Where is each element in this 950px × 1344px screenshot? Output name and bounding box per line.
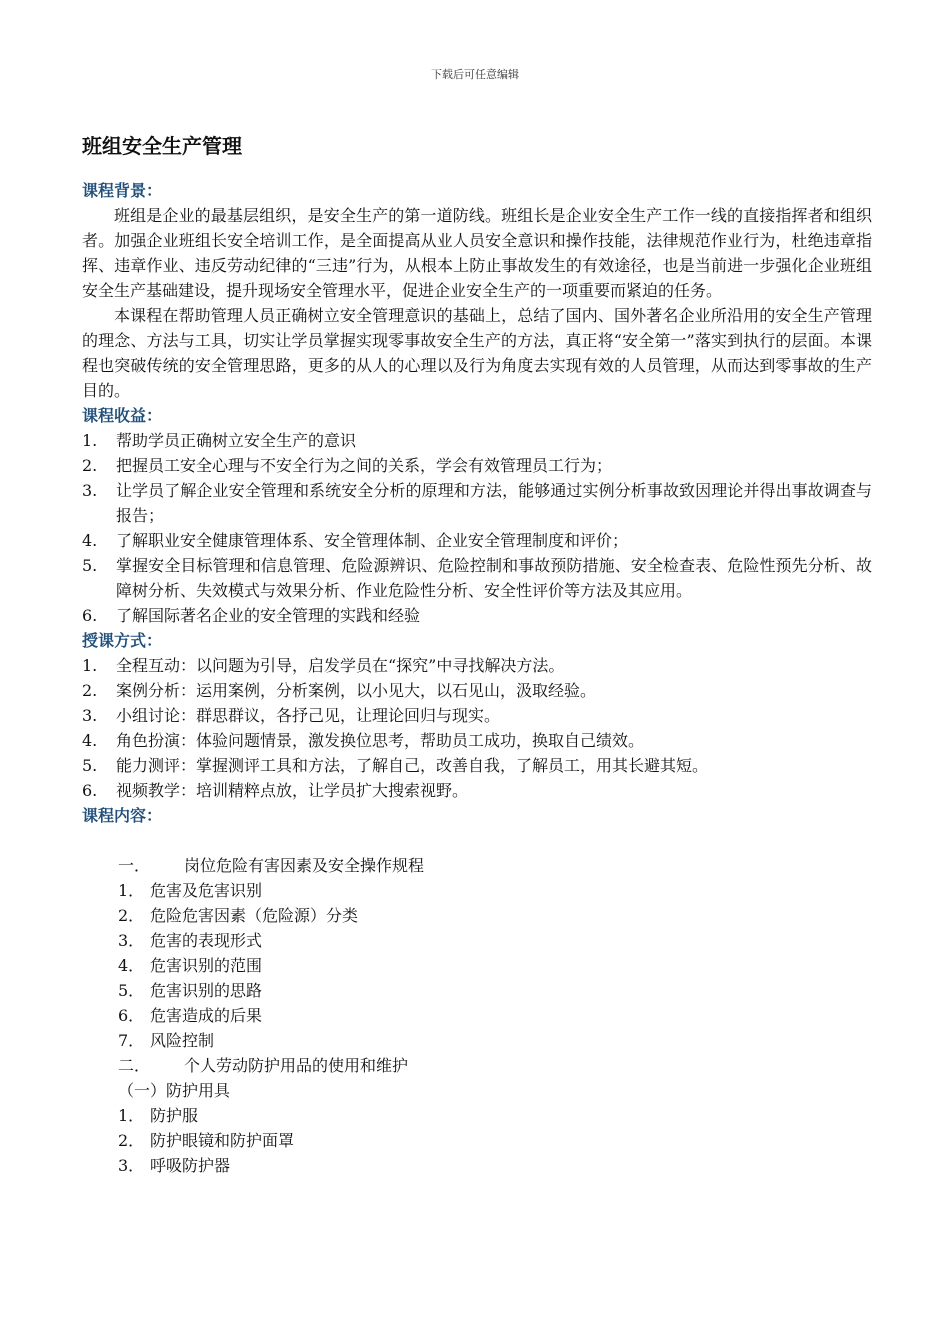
outline-number: 1． [118,1106,145,1125]
list-text: 帮助学员正确树立安全生产的意识 [116,431,357,450]
list-number: 1. [82,431,98,450]
outline-text: 危害识别的思路 [150,981,263,1000]
list-text: 了解国际著名企业的安全管理的实践和经验 [116,606,421,625]
outline-number: 3． [118,1156,145,1175]
outline-item [82,1028,872,1053]
list-text: 能力测评：掌握测评工具和方法，了解自己，改善自我，了解员工，用其长避其短。 [116,756,709,775]
list-number: 6. [82,606,98,625]
section-heading-methods: 授课方式： [82,631,163,650]
header-note: 下载后可任意编辑 [431,68,519,81]
list-item [82,703,872,728]
list-item [82,553,872,603]
list-item [82,678,872,703]
outline-item [82,1003,872,1028]
outline-number: 4． [118,956,145,975]
course-outline [82,853,872,1178]
list-text: 小组讨论：群思群议，各抒己见，让理论回归与现实。 [116,706,501,725]
outline-text: 防护眼镜和防护面罩 [150,1131,295,1150]
page-title: 班组安全生产管理 [82,134,242,158]
list-number: 5. [82,756,98,775]
list-text: 了解职业安全健康管理体系、安全管理体制、企业安全管理制度和评价； [116,531,629,550]
list-item [82,528,872,553]
list-item [82,753,872,778]
list-number: 3. [82,481,98,500]
list-number: 4. [82,731,98,750]
chapter-heading [82,853,872,878]
chapter-heading [82,1053,872,1078]
chapter-number: 二． [118,1056,151,1075]
outline-number: 2． [118,1131,145,1150]
subsection-heading: （一）防护用具 [118,1081,231,1100]
list-text: 角色扮演：体验问题情景，激发换位思考，帮助员工成功，换取自己绩效。 [116,731,645,750]
blank-line [82,828,872,853]
list-number: 4. [82,531,98,550]
outline-item [82,1103,872,1128]
outline-number: 6． [118,1006,145,1025]
list-number: 5. [82,556,98,575]
background-paragraph: 班组是企业的最基层组织，是安全生产的第一道防线。班组长是企业安全生产工作一线的直接指挥者和组织者。加强企业班组长安全培训工作，是全面提高从业人员安全意识和操作技能，法律规范作业行为，杜绝违章指挥、违章作业、违反劳动纪律的“三违”行为，从根本上防止事故发生的有效途径，也是当前进一步强化企业班组安全生产基础建设，提升现场安全管理水平，促进企业安全生产的一项重要而紧迫的任务。 [82,206,872,300]
outline-text: 危害的表现形式 [150,931,263,950]
outline-item [82,903,872,928]
outline-item [82,953,872,978]
list-text: 视频教学：培训精粹点放，让学员扩大搜索视野。 [116,781,469,800]
section-heading-background: 课程背景： [82,181,163,200]
outline-item [82,978,872,1003]
list-item [82,428,872,453]
chapter-title: 个人劳动防护用品的使用和维护 [184,1056,409,1075]
section-heading-benefits: 课程收益： [82,406,163,425]
outline-text: 风险控制 [150,1031,215,1050]
outline-number: 7． [118,1031,145,1050]
outline-item [82,1153,872,1178]
list-text: 案例分析：运用案例，分析案例，以小见大，以石见山，汲取经验。 [116,681,597,700]
list-number: 3. [82,706,98,725]
methods-list [82,653,872,803]
section-heading-content: 课程内容： [82,806,163,825]
benefits-list [82,428,872,628]
outline-text: 防护服 [150,1106,199,1125]
outline-item [82,1128,872,1153]
list-item [82,778,872,803]
chapter-number: 一． [118,856,151,875]
background-paragraph: 本课程在帮助管理人员正确树立安全管理意识的基础上，总结了国内、国外著名企业所沿用的安全生产管理的理念、方法与工具，切实让学员掌握实现零事故安全生产的方法，真正将“安全第一”落实到执行的层面。本课程也突破传统的安全管理思路，更多的从人的心理以及行为角度去实现有效的人员管理，从而达到零事故的生产目的。 [82,306,872,400]
document-content [82,128,872,1178]
outline-item [82,878,872,903]
list-number: 2. [82,681,98,700]
outline-text: 危险危害因素（危险源）分类 [150,906,359,925]
outline-item [82,928,872,953]
list-item [82,653,872,678]
list-text: 让学员了解企业安全管理和系统安全分析的原理和方法，能够通过实例分析事故致因理论并得出事故调查与报告； [116,481,872,525]
list-number: 1. [82,656,98,675]
outline-text: 危害造成的后果 [150,1006,263,1025]
list-item [82,728,872,753]
list-item [82,603,872,628]
outline-number: 3． [118,931,145,950]
list-item [82,478,872,528]
outline-text: 危害及危害识别 [150,881,263,900]
list-text: 掌握安全目标管理和信息管理、危险源辨识、危险控制和事故预防措施、安全检查表、危险性预先分析、故障树分析、失效模式与效果分析、作业危险性分析、安全性评价等方法及其应用。 [116,556,872,600]
outline-number: 1． [118,881,145,900]
list-text: 全程互动：以问题为引导，启发学员在“探究”中寻找解决方法。 [116,656,565,675]
outline-number: 5． [118,981,145,1000]
outline-text: 危害识别的范围 [150,956,263,975]
list-item [82,453,872,478]
list-number: 2. [82,456,98,475]
outline-text: 呼吸防护器 [150,1156,231,1175]
outline-number: 2． [118,906,145,925]
list-text: 把握员工安全心理与不安全行为之间的关系，学会有效管理员工行为； [116,456,613,475]
list-number: 6. [82,781,98,800]
chapter-title: 岗位危险有害因素及安全操作规程 [184,856,425,875]
